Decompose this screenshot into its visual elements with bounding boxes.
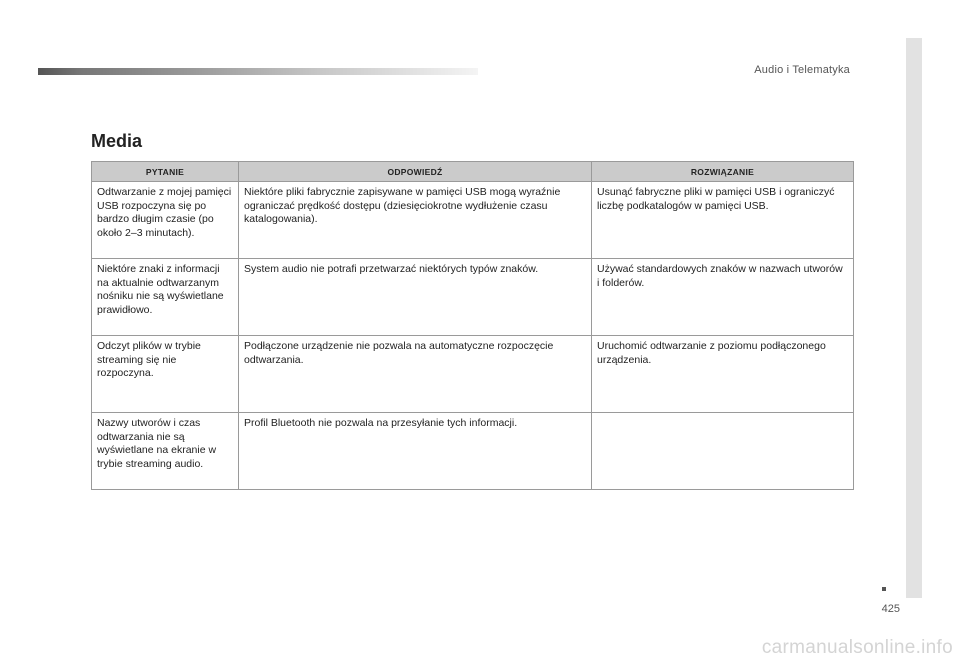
solution-cell: Używać standardowych znaków w nazwach utworów i folderów. xyxy=(592,259,854,336)
page-number: 425 xyxy=(881,603,900,615)
table-row xyxy=(92,259,854,336)
column-header-solution: ROZWIĄZANIE xyxy=(592,162,854,182)
question-cell: Odtwarzanie z mojej pamięci USB rozpoczyna się po bardzo długim czasie (po około 2–3 minutach). xyxy=(92,182,239,259)
answer-cell: System audio nie potrafi przetwarzać niektórych typów znaków. xyxy=(239,259,592,336)
solution-cell xyxy=(592,413,854,490)
table-row xyxy=(92,336,854,413)
page-title: Media xyxy=(91,131,143,151)
question-cell: Niektóre znaki z informacji na aktualnie odtwarzanym nośniku nie są wyświetlane prawidłowo. xyxy=(92,259,239,336)
column-header-question: PYTANIE xyxy=(92,162,239,182)
solution-cell: Uruchomić odtwarzanie z poziomu podłączonego urządzenia. xyxy=(592,336,854,413)
table-header-row xyxy=(92,162,854,182)
watermark: carmanualsonline.info xyxy=(761,637,953,658)
page-marker xyxy=(882,587,886,591)
solution-cell: Usunąć fabryczne pliki w pamięci USB i ograniczyć liczbę podkatalogów w pamięci USB. xyxy=(592,182,854,259)
question-cell: Odczyt plików w trybie streaming się nie rozpoczyna. xyxy=(92,336,239,413)
answer-cell: Niektóre pliki fabrycznie zapisywane w pamięci USB mogą wyraźnie ograniczać prędkość dostępu (dziesięciokrotne wydłużenie czasu katalogowania). xyxy=(239,182,592,259)
header-gradient-bar xyxy=(38,68,478,75)
table-row xyxy=(92,413,854,490)
question-cell: Nazwy utworów i czas odtwarzania nie są wyświetlane na ekranie w trybie streaming audio. xyxy=(92,413,239,490)
answer-cell: Profil Bluetooth nie pozwala na przesyłanie tych informacji. xyxy=(239,413,592,490)
column-header-answer: ODPOWIEDŹ xyxy=(239,162,592,182)
section-title: Audio i Telematyka xyxy=(754,64,850,76)
answer-cell: Podłączone urządzenie nie pozwala na automatyczne rozpoczęcie odtwarzania. xyxy=(239,336,592,413)
troubleshooting-table xyxy=(91,161,854,490)
table-row xyxy=(92,182,854,259)
page-side-strip xyxy=(906,38,922,598)
